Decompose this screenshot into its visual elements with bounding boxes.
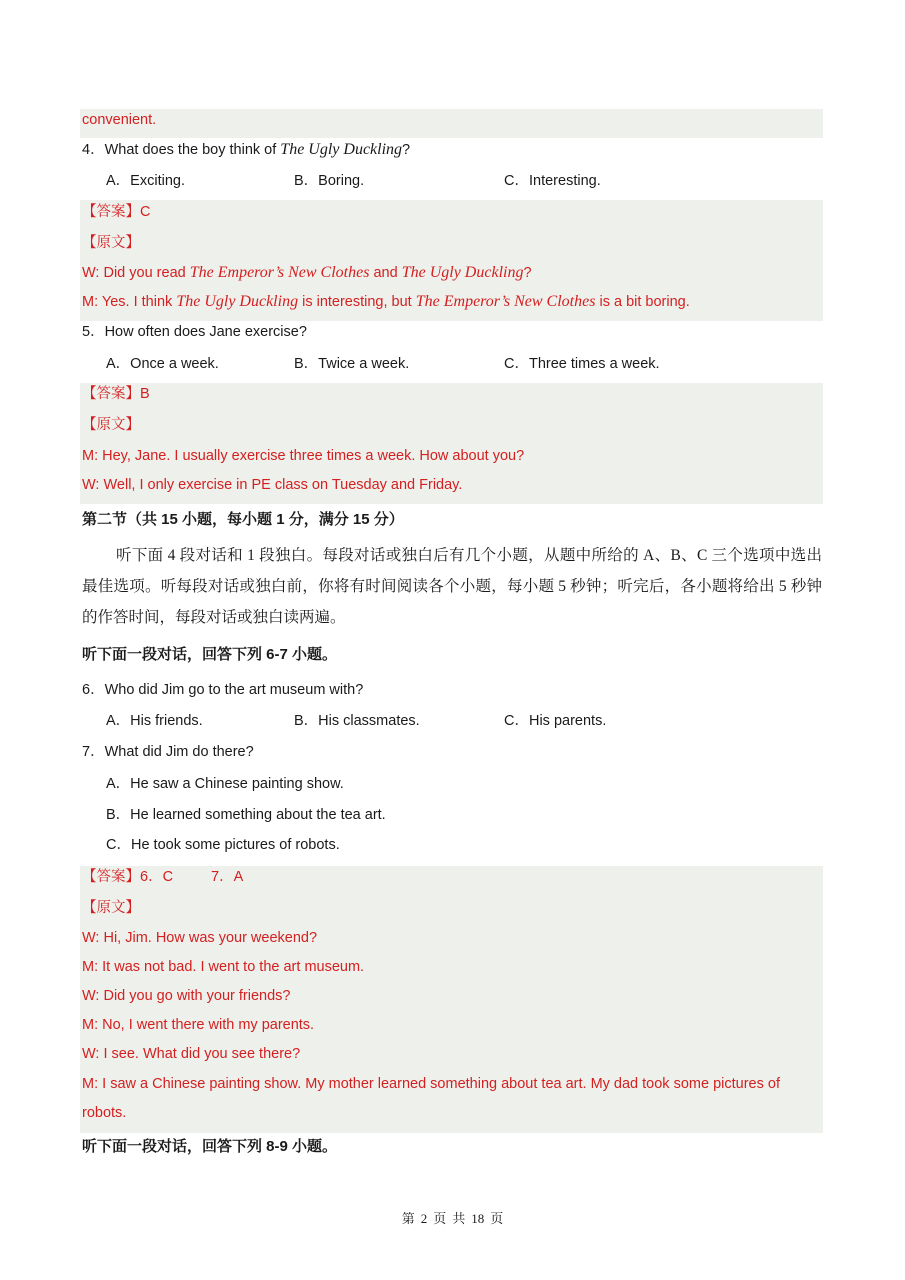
- option-text: He took some pictures of robots.: [130, 837, 340, 853]
- q7-option-c: [106, 835, 340, 855]
- option-text: Exciting.: [130, 173, 185, 189]
- q67-script-line: M: I saw a Chinese painting show. My mother learned something about tea art. My dad took some pictures of: [82, 1076, 780, 1092]
- answer-label: 【答案】: [82, 386, 140, 402]
- q4-script-label: 【原文】: [82, 235, 140, 251]
- q5-script-line: M: Hey, Jane. I usually exercise three times a week. How about you?: [82, 448, 525, 464]
- q67-script-line: M: It was not bad. I went to the art museum.: [82, 959, 365, 975]
- answer-value-6: 6．C: [140, 869, 174, 885]
- option-letter: B．: [106, 807, 131, 823]
- script-text: M: Yes. I think: [82, 294, 177, 310]
- page-number: 2: [420, 1211, 428, 1226]
- q4-script-line-m: [82, 292, 690, 312]
- section-2-instructions: 听下面 4 段对话和 1 段独白。每段对话或独白后有几个小题，从题中所给的 A、B、C 三个选项中选出最佳选项。听每段对话或独白前，你将有时间阅读各个小题，每小题 5 秒钟；听完后，各小题将给出 5 秒钟的作答时间，每段对话或独白读两遍。: [82, 547, 822, 626]
- option-letter: A．: [106, 356, 131, 372]
- option-text: He saw a Chinese painting show.: [130, 776, 344, 792]
- q5-script-label: 【原文】: [82, 417, 140, 433]
- script-text: and: [369, 265, 402, 281]
- question-number: 6．: [82, 682, 105, 698]
- q67-script-line: robots.: [82, 1105, 127, 1121]
- question-7: [82, 742, 254, 762]
- option-text: He learned something about the tea art.: [130, 807, 386, 823]
- option-letter: A．: [106, 713, 131, 729]
- option-letter: C．: [504, 713, 529, 729]
- option-text: His parents.: [528, 713, 607, 729]
- question-text: What does the boy think of: [104, 142, 281, 158]
- option-letter: A．: [106, 173, 131, 189]
- q7-option-a: [106, 774, 344, 794]
- question-text: How often does Jane exercise?: [104, 324, 307, 340]
- q67-script-line: M: No, I went there with my parents.: [82, 1017, 315, 1033]
- footer-text: 页: [490, 1211, 504, 1226]
- script-text: is a bit boring.: [595, 294, 690, 310]
- answer-value: B: [140, 386, 150, 402]
- question-number: 5．: [82, 324, 105, 340]
- q67-script-line: W: Hi, Jim. How was your weekend?: [82, 930, 318, 946]
- q67-script-label: 【原文】: [82, 900, 140, 916]
- q7-option-b: [106, 805, 386, 825]
- option-letter: C．: [106, 837, 131, 853]
- option-text: Once a week.: [130, 356, 219, 372]
- section-2-heading: 第二节（共 15 小题，每小题 1 分，满分 15 分）: [82, 511, 404, 528]
- book-title: The Emperor’s New Clothes: [415, 293, 596, 310]
- q4-option-b: [294, 171, 364, 191]
- option-text: Three times a week.: [528, 356, 660, 372]
- option-letter: C．: [504, 173, 529, 189]
- book-title: The Ugly Duckling: [401, 264, 524, 281]
- option-text: His friends.: [130, 713, 203, 729]
- question-text: What did Jim do there?: [104, 744, 254, 760]
- q5-answer: [82, 384, 150, 404]
- q4-option-a: [106, 171, 185, 191]
- question-5: [82, 322, 307, 342]
- question-text-end: ?: [402, 142, 411, 158]
- q5-script-line: W: Well, I only exercise in PE class on Tuesday and Friday.: [82, 477, 463, 493]
- option-letter: A．: [106, 776, 131, 792]
- previous-answer-tail: convenient.: [82, 112, 157, 128]
- q6-option-b: [294, 711, 420, 731]
- answer-label: 【答案】: [82, 869, 140, 885]
- footer-text: 页: [433, 1211, 447, 1226]
- question-text: Who did Jim go to the art museum with?: [104, 682, 364, 698]
- option-letter: C．: [504, 356, 529, 372]
- question-6: [82, 680, 363, 700]
- option-text: His classmates.: [318, 713, 420, 729]
- q67-script-line: W: I see. What did you see there?: [82, 1046, 301, 1062]
- q5-option-a: [106, 354, 219, 374]
- total-pages: 18: [471, 1211, 485, 1226]
- option-text: Boring.: [318, 173, 365, 189]
- script-text: ?: [523, 265, 532, 281]
- option-letter: B．: [294, 356, 319, 372]
- q6-option-a: [106, 711, 203, 731]
- book-title: The Emperor’s New Clothes: [189, 264, 370, 281]
- question-4: [82, 140, 410, 160]
- option-text: Interesting.: [528, 173, 601, 189]
- book-title: The Ugly Duckling: [176, 293, 299, 310]
- answer-value: C: [140, 204, 151, 220]
- q5-option-c: [504, 354, 660, 374]
- section-intro-6-7: 听下面一段对话，回答下列 6-7 小题。: [82, 646, 338, 663]
- q6-option-c: [504, 711, 606, 731]
- question-number: 7．: [82, 744, 105, 760]
- q5-option-b: [294, 354, 409, 374]
- q4-script-line-w: [82, 263, 532, 283]
- section-intro-8-9: 听下面一段对话，回答下列 8-9 小题。: [82, 1138, 338, 1155]
- q67-answer: [82, 867, 243, 887]
- q67-script-line: W: Did you go with your friends?: [82, 988, 291, 1004]
- page-footer: [0, 1208, 905, 1227]
- option-text: Twice a week.: [318, 356, 410, 372]
- script-text: W: Did you read: [82, 265, 190, 281]
- option-letter: B．: [294, 173, 319, 189]
- answer-value-7: 7．A: [211, 869, 244, 885]
- script-text: is interesting, but: [298, 294, 416, 310]
- footer-text: 第: [401, 1211, 415, 1226]
- book-title: The Ugly Duckling: [280, 141, 403, 158]
- answer-block-shade-0: [80, 109, 823, 138]
- answer-label: 【答案】: [82, 204, 140, 220]
- question-number: 4．: [82, 142, 105, 158]
- q4-answer: [82, 202, 150, 222]
- option-letter: B．: [294, 713, 319, 729]
- q4-option-c: [504, 171, 601, 191]
- footer-text: 共: [452, 1211, 466, 1226]
